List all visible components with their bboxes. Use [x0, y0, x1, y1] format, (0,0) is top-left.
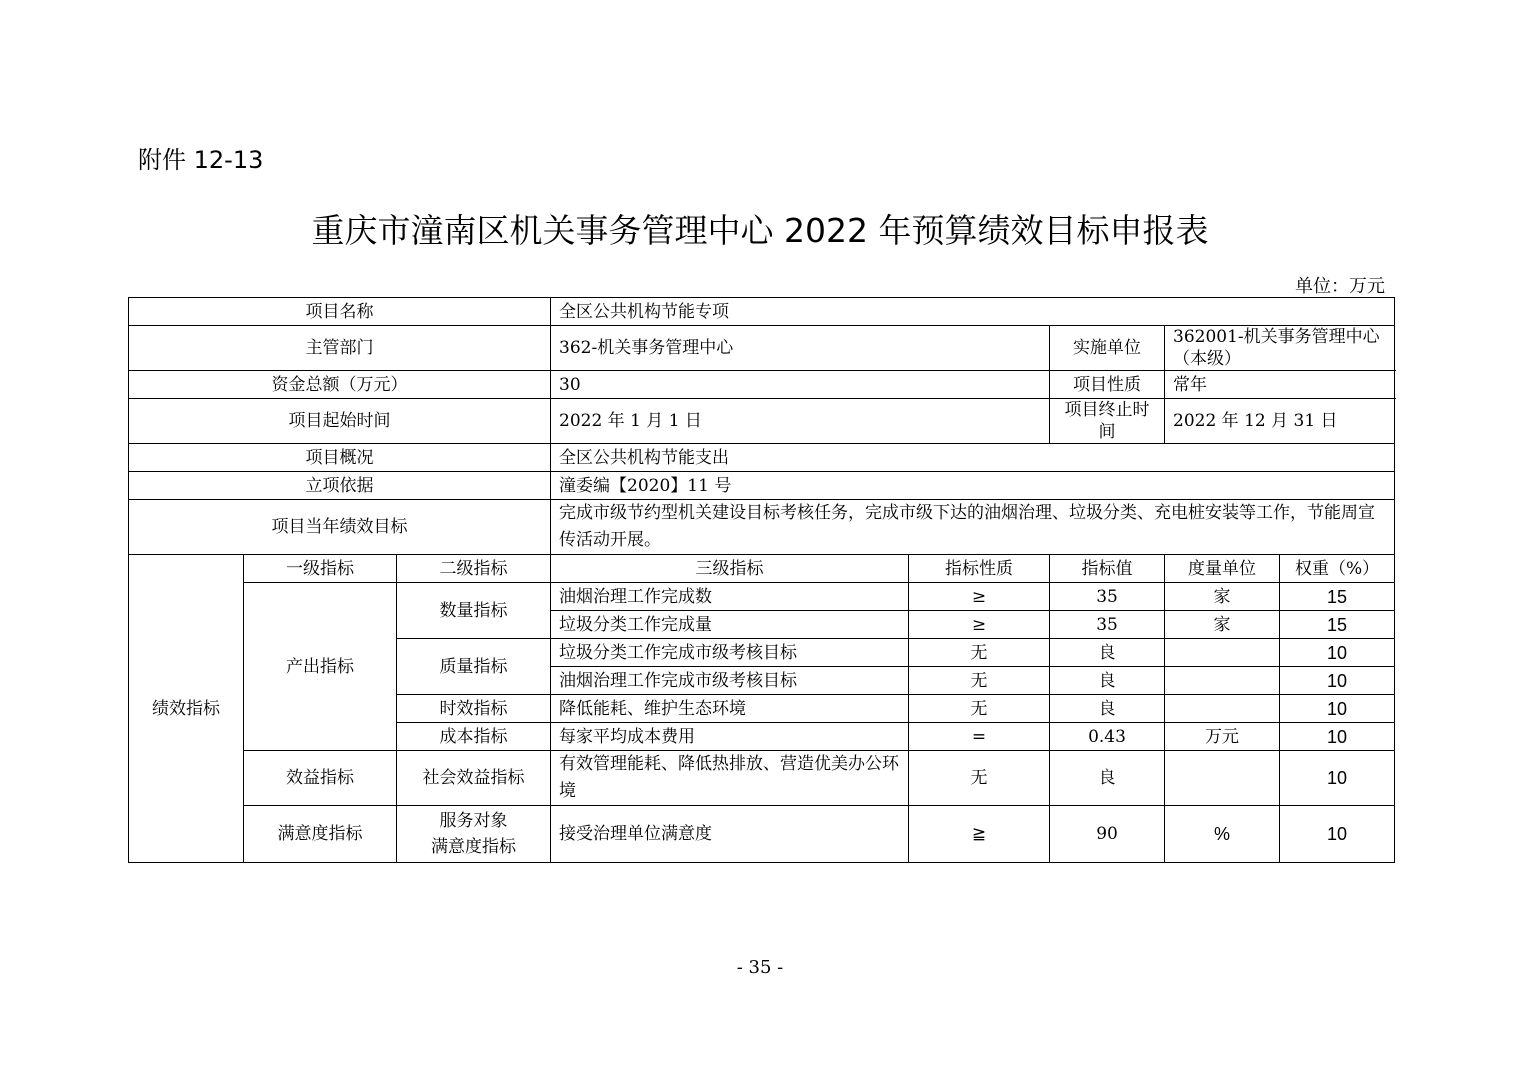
page-number: - 35 - [736, 957, 784, 978]
indicator-weight: 10 [1280, 639, 1395, 667]
impl-label: 实施单位 [1050, 326, 1165, 371]
header-level2: 二级指标 [397, 555, 551, 583]
header-weight: 权重（%） [1280, 555, 1395, 583]
indicator-unit [1165, 639, 1280, 667]
goal-label: 项目当年绩效目标 [129, 500, 551, 555]
project-name-label: 项目名称 [129, 298, 551, 326]
level2-service-line1: 服务对象 [439, 811, 508, 831]
indicator-value: 良 [1050, 667, 1165, 695]
table-row [129, 371, 1395, 399]
table-row [129, 472, 1395, 500]
indicator-name: 油烟治理工作完成数 [551, 583, 909, 611]
end-value: 2022 年 12 月 31 日 [1165, 399, 1395, 444]
indicator-unit [1165, 667, 1280, 695]
table-row [129, 751, 1395, 806]
level1-satisfaction: 满意度指标 [244, 806, 397, 863]
overview-value: 全区公共机构节能支出 [551, 444, 1395, 472]
indicator-name: 每家平均成本费用 [551, 723, 909, 751]
overview-label: 项目概况 [129, 444, 551, 472]
indicator-value: 良 [1050, 751, 1165, 806]
indicator-name: 垃圾分类工作完成量 [551, 611, 909, 639]
indicator-nature: 无 [909, 695, 1050, 723]
nature-label: 项目性质 [1050, 371, 1165, 399]
table-row [129, 444, 1395, 472]
attachment-label: 附件 12-13 [138, 146, 264, 174]
nature-value: 常年 [1165, 371, 1395, 399]
level1-output: 产出指标 [244, 583, 397, 751]
level2-quality: 质量指标 [397, 639, 551, 695]
page-title: 重庆市潼南区机关事务管理中心 2022 年预算绩效目标申报表 [311, 211, 1209, 250]
indicator-nature: 无 [909, 639, 1050, 667]
table-row [129, 555, 1395, 583]
dept-label: 主管部门 [129, 326, 551, 371]
indicator-unit: % [1165, 806, 1280, 863]
table-row [129, 500, 1395, 555]
dept-value: 362-机关事务管理中心 [551, 326, 1050, 371]
indicator-nature: 无 [909, 667, 1050, 695]
basis-label: 立项依据 [129, 472, 551, 500]
indicator-unit: 家 [1165, 611, 1280, 639]
budget-table [128, 297, 1395, 863]
indicator-nature: ≥ [909, 583, 1050, 611]
indicator-unit [1165, 751, 1280, 806]
indicator-value: 35 [1050, 611, 1165, 639]
start-label: 项目起始时间 [129, 399, 551, 444]
indicator-value: 0.43 [1050, 723, 1165, 751]
indicator-weight: 10 [1280, 806, 1395, 863]
end-label: 项目终止时间 [1050, 399, 1165, 444]
indicator-weight: 15 [1280, 611, 1395, 639]
perf-label: 绩效指标 [129, 555, 244, 863]
indicator-value: 良 [1050, 695, 1165, 723]
indicator-weight: 15 [1280, 583, 1395, 611]
indicator-name: 有效管理能耗、降低热排放、营造优美办公环境 [551, 751, 909, 806]
indicator-weight: 10 [1280, 723, 1395, 751]
indicator-unit: 家 [1165, 583, 1280, 611]
funds-label: 资金总额（万元） [129, 371, 551, 399]
indicator-name: 接受治理单位满意度 [551, 806, 909, 863]
indicator-unit: 万元 [1165, 723, 1280, 751]
level2-quantity: 数量指标 [397, 583, 551, 639]
indicator-weight: 10 [1280, 667, 1395, 695]
header-unit: 度量单位 [1165, 555, 1280, 583]
indicator-value: 35 [1050, 583, 1165, 611]
start-value: 2022 年 1 月 1 日 [551, 399, 1050, 444]
indicator-weight: 10 [1280, 695, 1395, 723]
indicator-value: 90 [1050, 806, 1165, 863]
goal-value: 完成市级节约型机关建设目标考核任务，完成市级下达的油烟治理、垃圾分类、充电桩安装等工作，节能周宣传活动开展。 [551, 500, 1395, 555]
header-level3: 三级指标 [551, 555, 909, 583]
level1-benefit: 效益指标 [244, 751, 397, 806]
header-value: 指标值 [1050, 555, 1165, 583]
indicator-nature: ≥ [909, 611, 1050, 639]
level2-service [397, 806, 551, 863]
unit-label: 单位：万元 [1295, 276, 1385, 297]
header-nature: 指标性质 [909, 555, 1050, 583]
level2-timeliness: 时效指标 [397, 695, 551, 723]
level2-social: 社会效益指标 [397, 751, 551, 806]
project-name-value: 全区公共机构节能专项 [551, 298, 1395, 326]
table-row [129, 583, 1395, 611]
impl-value: 362001-机关事务管理中心（本级） [1165, 326, 1395, 371]
indicator-weight: 10 [1280, 751, 1395, 806]
table-row [129, 326, 1395, 371]
indicator-name: 垃圾分类工作完成市级考核目标 [551, 639, 909, 667]
indicator-value: 良 [1050, 639, 1165, 667]
funds-value: 30 [551, 371, 1050, 399]
indicator-nature: 无 [909, 751, 1050, 806]
table-row [129, 399, 1395, 444]
indicator-nature: = [909, 723, 1050, 751]
indicator-name: 降低能耗、维护生态环境 [551, 695, 909, 723]
header-level1: 一级指标 [244, 555, 397, 583]
indicator-name: 油烟治理工作完成市级考核目标 [551, 667, 909, 695]
table-row [129, 298, 1395, 326]
indicator-unit [1165, 695, 1280, 723]
table-row [129, 806, 1395, 863]
level2-cost: 成本指标 [397, 723, 551, 751]
level2-service-line2: 满意度指标 [431, 837, 516, 857]
basis-value: 潼委编【2020】11 号 [551, 472, 1395, 500]
indicator-nature: ≧ [909, 806, 1050, 863]
